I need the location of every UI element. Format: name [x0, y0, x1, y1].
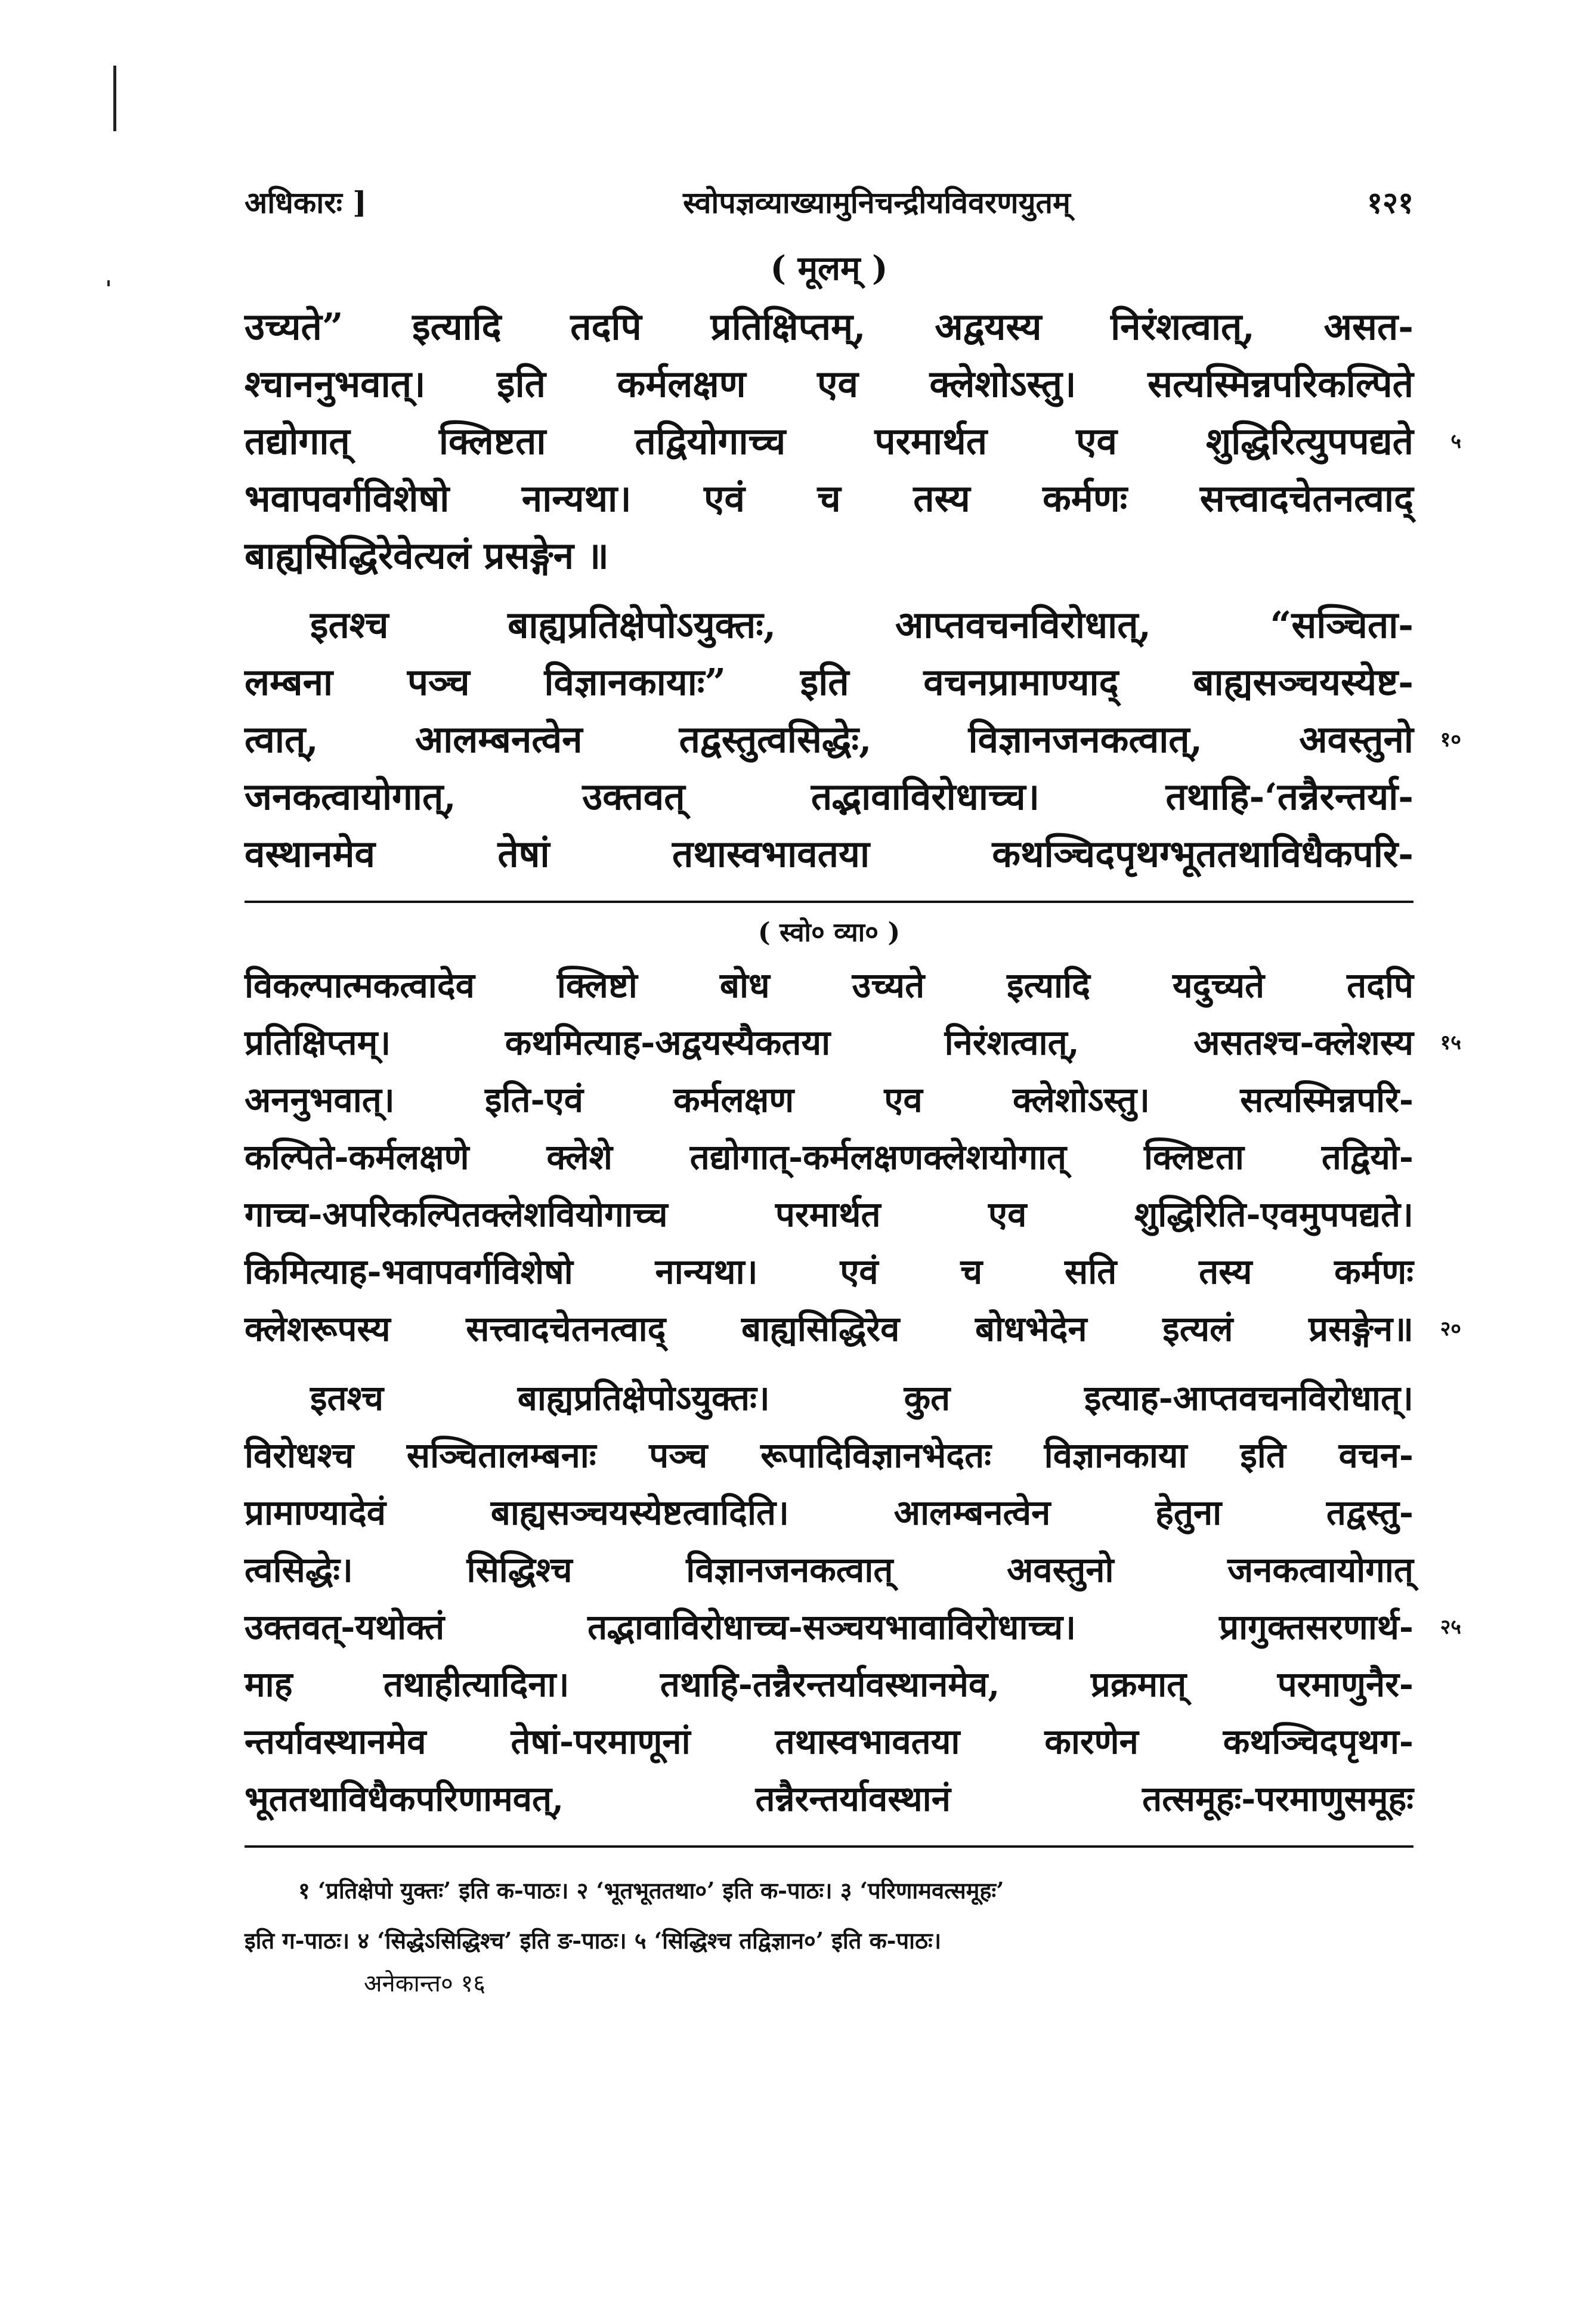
- commentary-line: माह तथाहीत्यादिना। तथाहि-तन्नैरन्तर्यावस्थानमेव, प्रक्रमात् परमाणुनैर-: [245, 1664, 1413, 1705]
- margin-mark: [107, 280, 110, 286]
- mula-line-text: त्वात्, आलम्बनत्वेन तद्वस्तुत्वसिद्धेः, विज्ञानजनकत्वात्, अवस्तुनो: [245, 717, 1413, 761]
- mula-line: भवापवर्गविशेषो नान्यथा। एवं च तस्य कर्मणः सत्त्वादचेतनत्वाद्: [245, 477, 1413, 520]
- page-number: १२१: [1367, 185, 1413, 220]
- mula-line: लम्बना पञ्च विज्ञानकायाः” इति वचनप्रामाण्याद् बाह्यसञ्चयस्येष्ट-: [245, 660, 1413, 704]
- footnotes: [245, 1866, 1413, 1966]
- commentary-line: त्वसिद्धेः। सिद्धिश्च विज्ञानजनकत्वात् अवस्तुनो जनकत्वायोगात्: [245, 1550, 1413, 1590]
- mula-text: [245, 298, 1461, 584]
- commentary-paragraph-2: [245, 1369, 1461, 1827]
- line-number: २०: [1440, 1317, 1461, 1341]
- mula-line: उच्यते” इत्यादि तदपि प्रतिक्षिप्तम्, अद्वयस्य निरंशत्वात्, असत-: [245, 305, 1413, 348]
- mula-line: जनकत्वायोगात्, उक्तवत् तद्भावाविरोधाच्च। तथाहि-‘तन्नैरन्तर्या-: [245, 775, 1413, 818]
- running-header: [245, 179, 1413, 227]
- commentary-label: ( स्वो० व्या० ): [757, 917, 901, 948]
- commentary-line-text: उक्तवत्-यथोक्तं तद्भावाविरोधाच्च-सञ्चयभावाविरोधाच्च। प्रागुक्तसरणार्थ-: [245, 1607, 1413, 1647]
- commentary-line: इतश्च बाह्यप्रतिक्षेपोऽयुक्तः। कुत इत्याह-आप्तवचनविरोधात्।: [310, 1378, 1413, 1418]
- mula-line: वस्थानमेव तेषां तथास्वभावतया कथञ्चिदपृथग्भूततथाविधैकपरि-: [245, 832, 1413, 876]
- mula-paragraph-2: [245, 596, 1461, 883]
- commentary-line: विकल्पात्मकत्वादेव क्लिष्टो बोध उच्यते इत्यादि यदुच्यते तदपि: [245, 965, 1413, 1006]
- page: [245, 179, 1461, 2002]
- commentary-line: किमित्याह-भवापवर्गविशेषो नान्यथा। एवं च सति तस्य कर्मणः: [245, 1251, 1413, 1292]
- commentary-line: [245, 1598, 1461, 1656]
- mula-label: ( मूलम् ): [770, 249, 888, 288]
- mula-line-text: तद्योगात् क्लिष्टता तद्वियोगाच्च परमार्थत एव शुद्धिरित्युपपद्यते: [245, 419, 1413, 463]
- signature-mark: अनेकान्त० १६: [364, 1970, 486, 1997]
- mula-line: इतश्च बाह्यप्रतिक्षेपोऽयुक्तः, आप्तवचनविरोधात्, “सञ्चिता-: [310, 603, 1413, 647]
- header-title: स्वोपज्ञव्याख्यामुनिचन्द्रीयविवरणयुतम्: [683, 185, 1071, 220]
- footnote-divider: [245, 1845, 1413, 1848]
- mula-line: [245, 711, 1461, 768]
- line-number: १५: [1440, 1031, 1461, 1054]
- commentary-line: न्तर्यावस्थानमेव तेषां-परमाणूनां तथास्वभावतया कारणेन कथञ्चिदपृथग-: [245, 1721, 1413, 1762]
- commentary-line: कल्पिते-कर्मलक्षणे क्लेशे तद्योगात्-कर्मलक्षणक्लेशयोगात् क्लिष्टता तद्वियो-: [245, 1137, 1413, 1177]
- line-number: २५: [1440, 1615, 1461, 1639]
- header-left: अधिकारः ]: [245, 185, 367, 220]
- footnote-line: इति ग-पाठः। ४ ‘सिद्धेऽसिद्धिश्च’ इति ङ-पाठः। ५ ‘सिद्धिश्च तद्विज्ञान०’ इति क-पाठः।: [245, 1927, 942, 1954]
- margin-mark: [113, 66, 116, 131]
- footnote-line: १ ‘प्रतिक्षेपो युक्तः’ इति क-पाठः। २ ‘भूतभूततथा०’ इति क-पाठः। ३ ‘परिणामवत्समूहः’: [298, 1877, 1004, 1904]
- commentary-line-text: क्लेशरूपस्य सत्त्वादचेतनत्वाद् बाह्यसिद्धिरेव बोधभेदेन इत्यलं प्रसङ्गेन॥: [245, 1309, 1413, 1349]
- commentary-line: प्रामाण्यादेवं बाह्यसञ्चयस्येष्टत्वादिति। आलम्बनत्वेन हेतुना तद्वस्तु-: [245, 1492, 1413, 1533]
- commentary-line: गाच्च-अपरिकल्पितक्लेशवियोगाच्च परमार्थत एव शुद्धिरिति-एवमुपपद्यते।: [245, 1194, 1413, 1235]
- section-divider: [245, 901, 1413, 903]
- commentary-line: [245, 1300, 1461, 1357]
- mula-line: बाह्यसिद्धिरेवेत्यलं प्रसङ्गेन ॥: [245, 534, 609, 577]
- commentary-line: अननुभवात्। इति-एवं कर्मलक्षण एव क्लेशोऽस्तु। सत्यस्मिन्नपरि-: [245, 1080, 1413, 1120]
- line-number: ५: [1450, 429, 1461, 453]
- commentary-line: विरोधश्च सञ्चितालम्बनाः पञ्च रूपादिविज्ञानभेदतः विज्ञानकाया इति वचन-: [245, 1435, 1413, 1476]
- line-number: १०: [1440, 728, 1461, 751]
- commentary-text: [245, 957, 1461, 1357]
- commentary-line: भूततथाविधैकपरिणामवत्, तन्नैरन्तर्यावस्थानं तत्समूहः-परमाणुसमूहः: [245, 1779, 1413, 1819]
- mula-line: श्चाननुभवात्। इति कर्मलक्षण एव क्लेशोऽस्तु। सत्यस्मिन्नपरिकल्पिते: [245, 362, 1413, 406]
- commentary-line-text: प्रतिक्षिप्तम्। कथमित्याह-अद्वयस्यैकतया निरंशत्वात्, असतश्च-क्लेशस्य: [245, 1022, 1413, 1063]
- commentary-line: [245, 1014, 1461, 1071]
- mula-line: [245, 413, 1461, 470]
